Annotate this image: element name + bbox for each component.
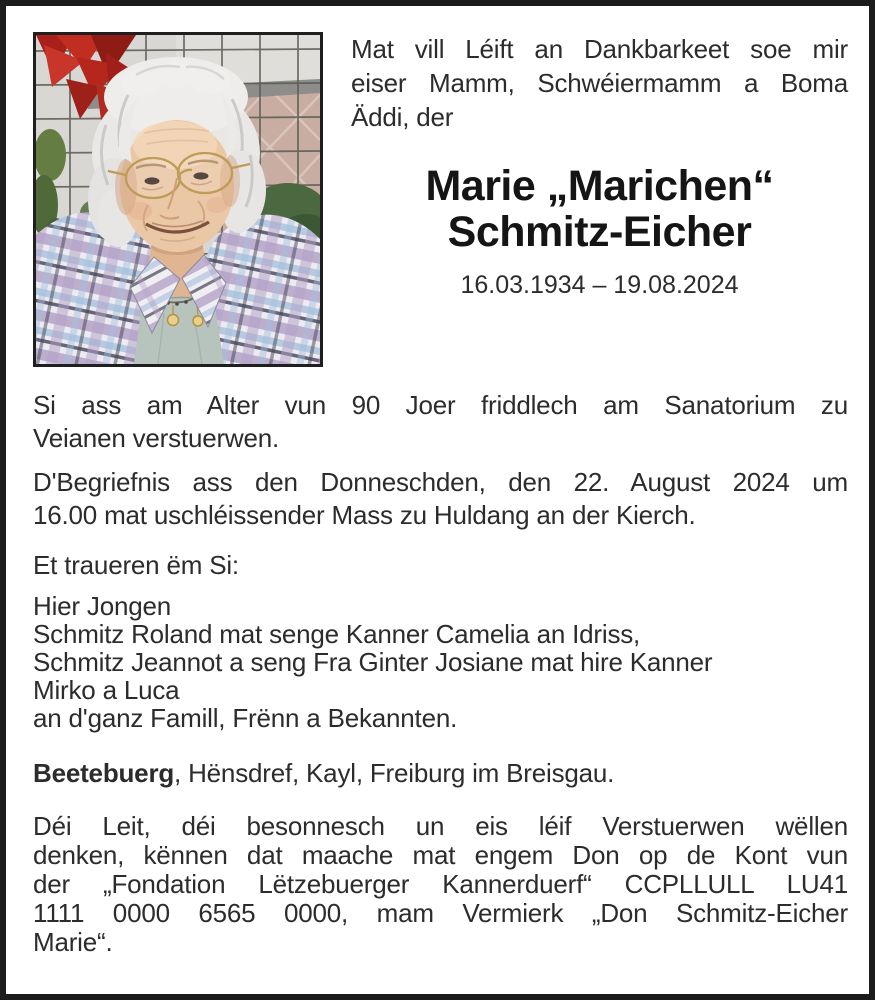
places-rest: , Hënsdref, Kayl, Freiburg im Breisgau. xyxy=(174,758,615,788)
intro-line: Mat vill Léift an Dankbarkeet soe mir xyxy=(351,34,848,64)
places-bold: Beetebuerg xyxy=(33,758,175,788)
intro-line: Äddi, der xyxy=(351,102,454,132)
death-line: Si ass am Alter vun 90 Joer friddlech am Sanatorium zu xyxy=(33,390,848,420)
deceased-name-line2: Schmitz-Eicher xyxy=(447,208,752,256)
donation-line: Déi Leit, déi besonnesch un eis léif Verstuerwen wëllen xyxy=(33,811,848,841)
notice-header xyxy=(33,32,848,367)
funeral-line: 16.00 mat uschléissender Mass zu Huldang an der Kierch. xyxy=(33,500,696,530)
donation-paragraph xyxy=(33,812,848,957)
portrait-illustration xyxy=(36,35,320,364)
death-line: Veianen verstuerwen. xyxy=(33,423,280,453)
mourner-line: Mirko a Luca xyxy=(33,675,180,705)
mourner-line: Schmitz Jeannot a seng Fra Ginter Josiane mat hire Kanner xyxy=(33,647,713,677)
places-line xyxy=(33,757,848,790)
intro-line: eiser Mamm, Schwéiermamm a Boma xyxy=(351,68,848,98)
header-text-column xyxy=(351,32,848,367)
deceased-name-line1: Marie „Marichen“ xyxy=(425,162,774,210)
mourner-line: Hier Jongen xyxy=(33,591,171,621)
mourning-header: Et traueren ëm Si: xyxy=(33,550,239,580)
funeral-details xyxy=(33,466,848,532)
donation-line: Marie“. xyxy=(33,927,113,957)
intro-text xyxy=(351,32,848,134)
funeral-line: D'Begriefnis ass den Donneschden, den 22. August 2024 um xyxy=(33,467,848,497)
mourner-line: Schmitz Roland mat senge Kanner Camelia an Idriss, xyxy=(33,619,641,649)
donation-line: denken, kënnen dat maache mat engem Don op de Kont vun xyxy=(33,840,848,870)
portrait-photo xyxy=(33,32,323,367)
mourner-line: an d'ganz Famill, Frënn a Bekannten. xyxy=(33,703,458,733)
life-dates: 16.03.1934 – 19.08.2024 xyxy=(460,271,739,299)
mourners-list xyxy=(33,592,848,732)
deceased-name xyxy=(351,163,848,255)
donation-line: 1111 0000 6565 0000, mam Vermierk „Don Schmitz-Eicher xyxy=(33,898,848,928)
death-announcement xyxy=(33,389,848,455)
donation-line: der „Fondation Lëtzebuerger Kannerduerf“ CCPLLULL LU41 xyxy=(33,869,848,899)
